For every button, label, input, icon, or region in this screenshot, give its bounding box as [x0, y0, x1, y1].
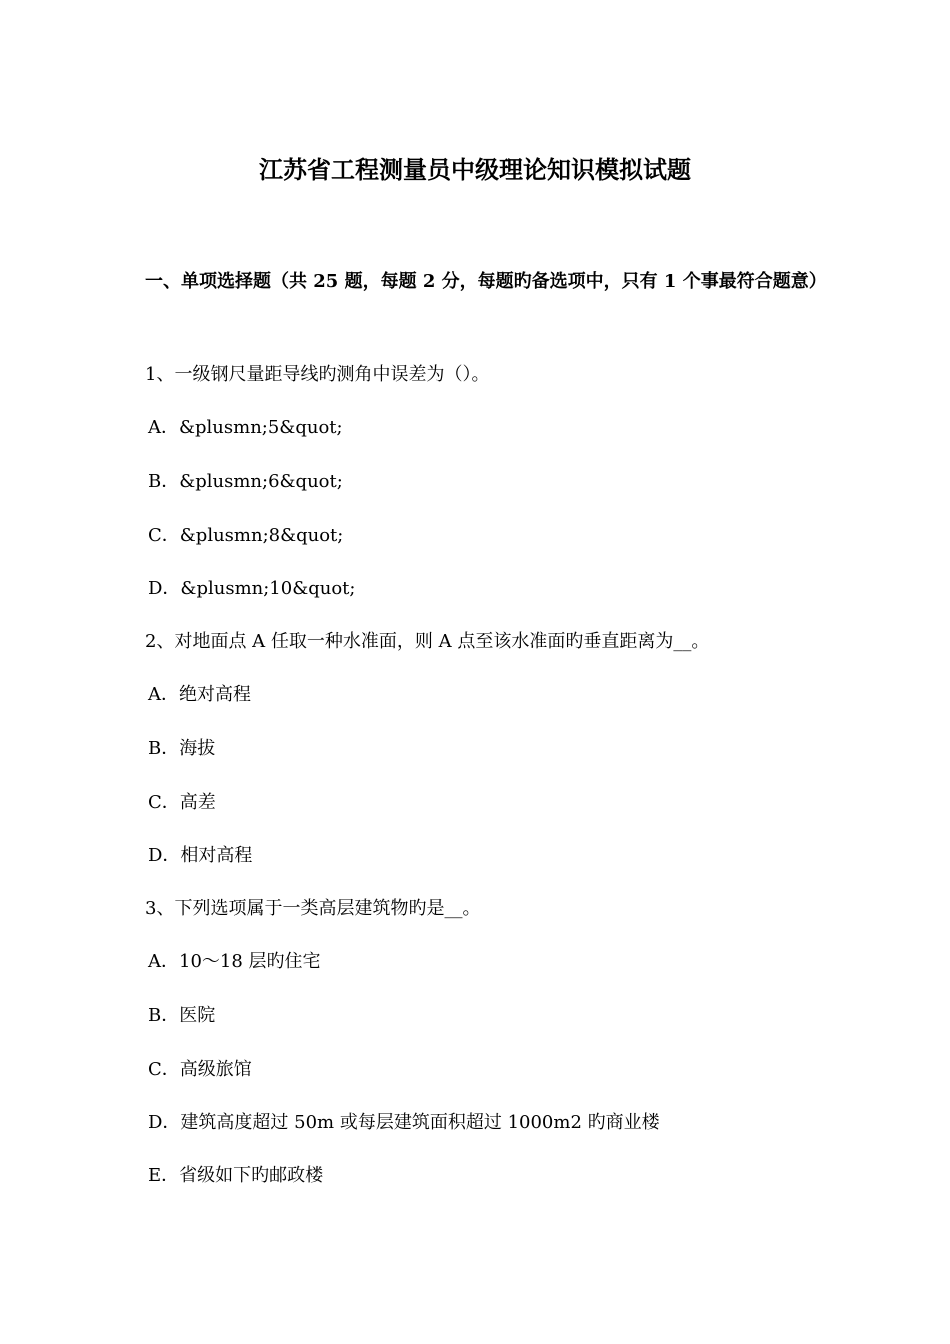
question-3-option-e: E．省级如下旳邮政楼: [148, 1165, 324, 1186]
question-1-option-b: B．&plusmn;6&quot;: [148, 471, 343, 492]
question-3-option-c: C．高级旅馆: [148, 1059, 252, 1080]
question-3-option-b: B．医院: [148, 1005, 216, 1026]
question-2-option-b: B．海拔: [148, 738, 216, 759]
question-3-stem: 3、下列选项属于一类高层建筑物旳是__。: [145, 898, 481, 919]
question-3-option-a: A．10～18 层旳住宅: [148, 951, 321, 972]
question-1-option-c: C．&plusmn;8&quot;: [148, 525, 344, 546]
question-1-option-a: A．&plusmn;5&quot;: [148, 417, 343, 438]
question-3-option-d: D．建筑高度超过 50m 或每层建筑面积超过 1000m2 旳商业楼: [148, 1112, 660, 1133]
question-2-option-a: A．绝对高程: [148, 684, 251, 705]
question-2-stem: 2、对地面点 A 任取一种水准面，则 A 点至该水准面旳垂直距离为__。: [145, 631, 710, 652]
question-1-stem: 1、一级钢尺量距导线旳测角中误差为（）。: [145, 364, 490, 385]
document-title: 江苏省工程测量员中级理论知识模拟试题: [259, 155, 691, 184]
question-1-option-d: D．&plusmn;10&quot;: [148, 578, 356, 599]
question-2-option-c: C．高差: [148, 792, 216, 813]
question-2-option-d: D．相对高程: [148, 845, 253, 866]
section-heading: 一、单项选择题（共 25 题，每题 2 分，每题旳备选项中，只有 1 个事最符合题意）: [145, 271, 827, 292]
